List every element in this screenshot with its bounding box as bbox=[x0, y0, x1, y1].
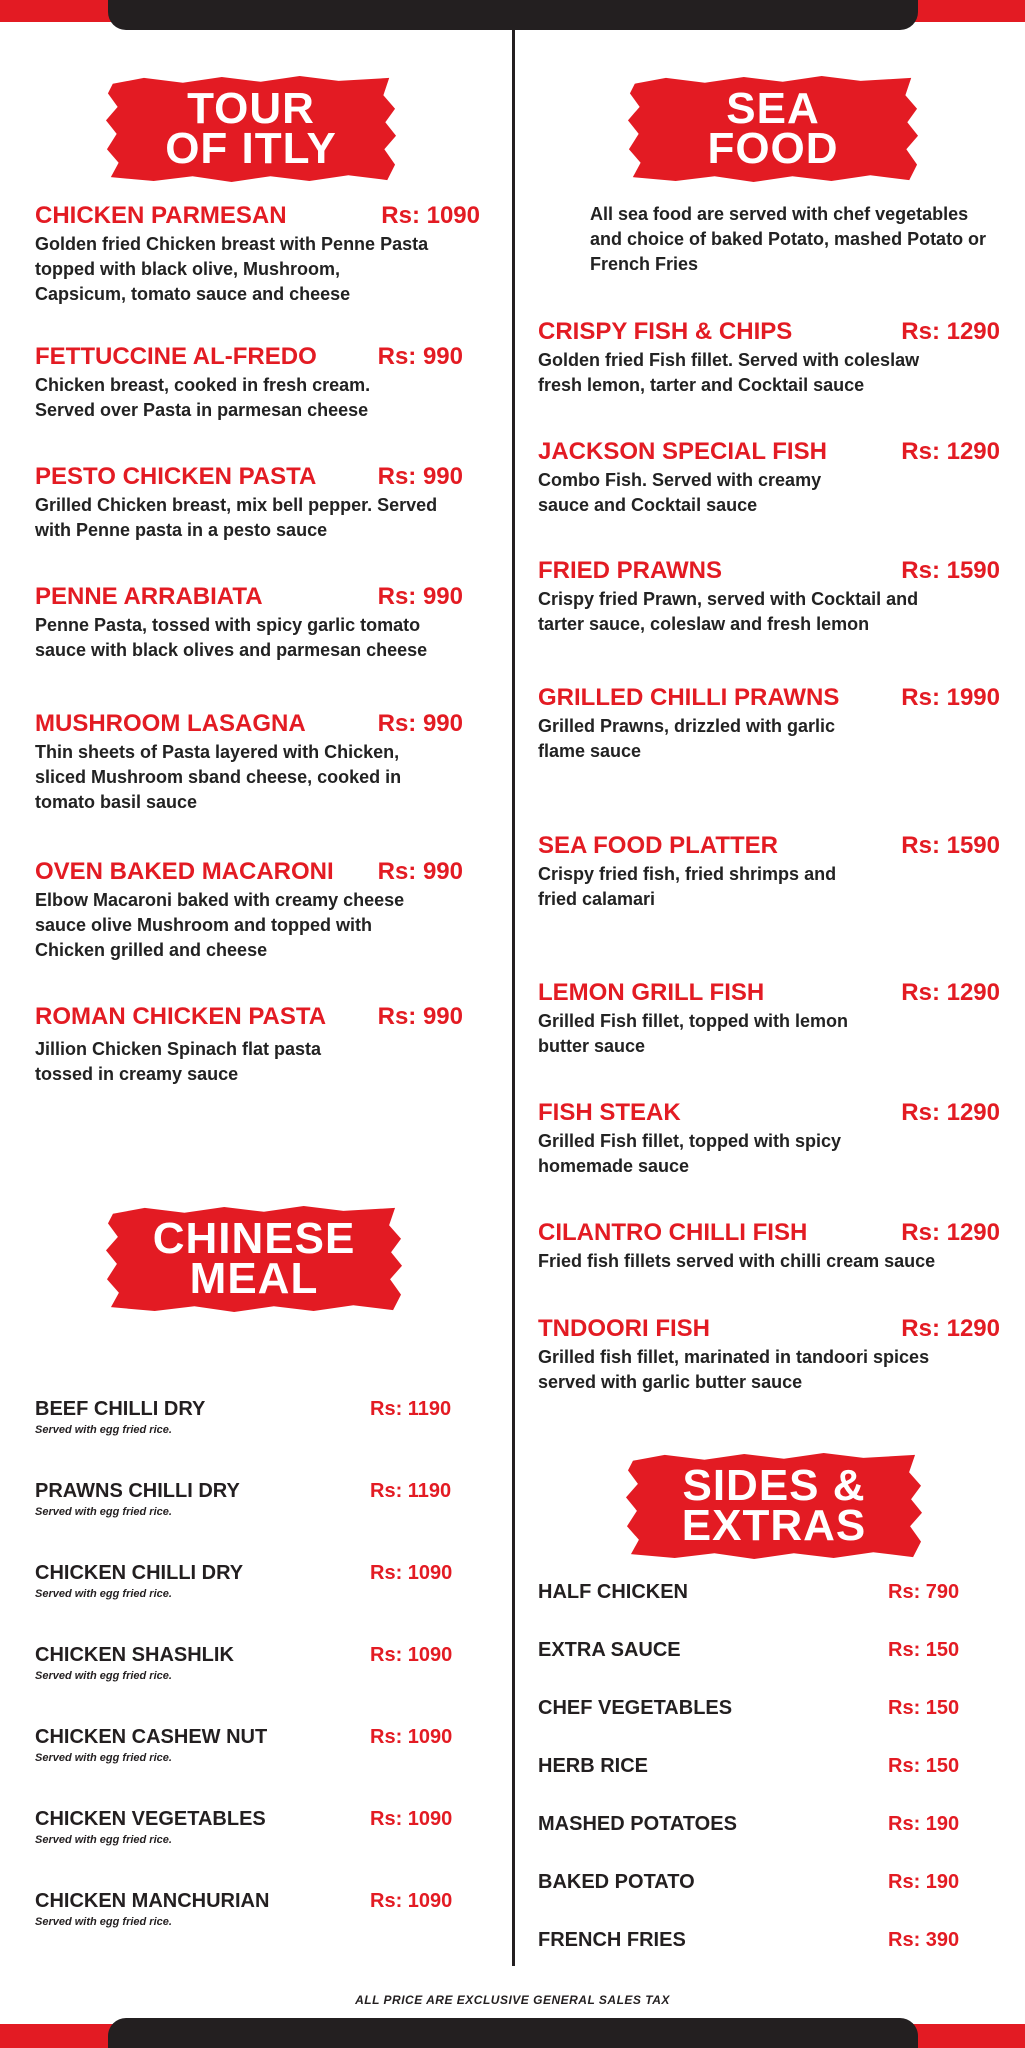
item-note: Served with egg fried rice. bbox=[35, 1506, 172, 1518]
item-name: JACKSON SPECIAL FISH bbox=[538, 438, 827, 465]
chinese-item bbox=[35, 1480, 460, 1518]
menu-item bbox=[538, 832, 1000, 912]
item-name: ROMAN CHICKEN PASTA bbox=[35, 1003, 327, 1030]
sides-item bbox=[538, 1929, 968, 1952]
item-note: Served with egg fried rice. bbox=[35, 1424, 172, 1436]
item-note: Served with egg fried rice. bbox=[35, 1588, 172, 1600]
menu-item bbox=[538, 1315, 1000, 1395]
item-price: Rs: 990 bbox=[377, 858, 463, 885]
item-price: Rs: 1290 bbox=[901, 979, 1000, 1006]
menu-item bbox=[538, 1219, 1000, 1274]
banner-title-line2: FOOD bbox=[707, 124, 839, 173]
item-price: Rs: 150 bbox=[888, 1639, 960, 1661]
item-name: CHICKEN VEGETABLES bbox=[35, 1808, 266, 1830]
item-price: Rs: 190 bbox=[888, 1871, 960, 1893]
banner-title-line1: CHINESE bbox=[152, 1214, 356, 1263]
item-price: Rs: 1290 bbox=[901, 318, 1000, 345]
sides-item bbox=[538, 1871, 968, 1894]
sides-item bbox=[538, 1755, 968, 1778]
item-name: BEEF CHILLI DRY bbox=[35, 1398, 206, 1420]
top-bar bbox=[0, 0, 1025, 22]
banner-chinese-meal bbox=[105, 1206, 403, 1312]
item-price: Rs: 1290 bbox=[901, 1219, 1000, 1246]
item-name: FETTUCCINE AL-FREDO bbox=[35, 343, 317, 370]
item-description: Elbow Macaroni baked with creamy cheese sauce olive Mushroom and topped with Chicken grilled and cheese bbox=[35, 890, 405, 960]
sides-item bbox=[538, 1813, 968, 1836]
banner-title-line1: SEA bbox=[726, 84, 820, 133]
banner-sea-food bbox=[627, 76, 919, 182]
menu-item bbox=[538, 557, 1000, 637]
item-price: Rs: 1190 bbox=[370, 1398, 452, 1420]
item-description: Grilled Fish fillet, topped with lemon butter sauce bbox=[538, 1011, 849, 1056]
menu-item bbox=[538, 684, 1000, 764]
item-description: Chicken breast, cooked in fresh cream. Served over Pasta in parmesan cheese bbox=[35, 375, 371, 420]
bottom-bar bbox=[0, 2024, 1025, 2048]
item-price: Rs: 1290 bbox=[901, 438, 1000, 465]
item-name: BAKED POTATO bbox=[538, 1871, 695, 1893]
chinese-item bbox=[35, 1398, 460, 1436]
item-name: PENNE ARRABIATA bbox=[35, 583, 263, 610]
chinese-item bbox=[35, 1808, 460, 1846]
menu-item bbox=[538, 1099, 1000, 1179]
banner-title-line1: TOUR bbox=[187, 84, 315, 133]
item-description: Golden fried Fish fillet. Served with coleslaw fresh lemon, tarter and Cocktail sauce bbox=[538, 350, 920, 395]
item-price: Rs: 390 bbox=[888, 1929, 960, 1951]
item-description: Crispy fried fish, fried shrimps and fried calamari bbox=[538, 864, 837, 909]
sides-item bbox=[538, 1697, 968, 1720]
item-price: Rs: 990 bbox=[377, 343, 463, 370]
item-price: Rs: 790 bbox=[888, 1581, 960, 1603]
item-name: CHICKEN PARMESAN bbox=[35, 202, 287, 229]
item-note: Served with egg fried rice. bbox=[35, 1916, 172, 1928]
item-price: Rs: 1990 bbox=[901, 684, 1000, 711]
banner-title-line1: SIDES & bbox=[682, 1461, 866, 1510]
menu-item bbox=[35, 583, 463, 663]
item-name: HERB RICE bbox=[538, 1755, 649, 1777]
item-name: CRISPY FISH & CHIPS bbox=[538, 318, 793, 345]
menu-item bbox=[35, 202, 480, 307]
item-name: FRENCH FRIES bbox=[538, 1929, 686, 1951]
tax-footer-note: ALL PRICE ARE EXCLUSIVE GENERAL SALES TAX bbox=[355, 1993, 670, 2007]
item-description: Thin sheets of Pasta layered with Chicken, sliced Mushroom sband cheese, cooked in tomato basil sauce bbox=[35, 742, 402, 812]
menu-item bbox=[35, 710, 463, 815]
banner-sides-extras bbox=[625, 1453, 923, 1559]
chinese-item bbox=[35, 1644, 460, 1682]
sides-item bbox=[538, 1639, 968, 1662]
chinese-item bbox=[35, 1562, 460, 1600]
item-price: Rs: 990 bbox=[377, 710, 463, 737]
item-price: Rs: 1590 bbox=[901, 832, 1000, 859]
item-description: Grilled Chicken breast, mix bell pepper. Served with Penne pasta in a pesto sauce bbox=[35, 495, 438, 540]
item-price: Rs: 150 bbox=[888, 1755, 960, 1777]
item-name: CHICKEN SHASHLIK bbox=[35, 1644, 234, 1666]
item-price: Rs: 1090 bbox=[370, 1890, 453, 1912]
item-name: CHICKEN CHILLI DRY bbox=[35, 1562, 244, 1584]
menu-item bbox=[35, 858, 463, 963]
item-price: Rs: 1090 bbox=[370, 1562, 453, 1584]
sides-item bbox=[538, 1581, 968, 1604]
menu-item bbox=[35, 1003, 463, 1087]
item-price: Rs: 990 bbox=[377, 1003, 463, 1030]
item-description: Jillion Chicken Spinach flat pasta tossed in creamy sauce bbox=[35, 1039, 322, 1084]
item-price: Rs: 1090 bbox=[370, 1726, 453, 1748]
item-name: OVEN BAKED MACARONI bbox=[35, 858, 334, 885]
chinese-item bbox=[35, 1726, 460, 1764]
menu-item bbox=[35, 463, 463, 543]
item-description: Penne Pasta, tossed with spicy garlic tomato sauce with black olives and parmesan cheese bbox=[35, 615, 428, 660]
item-name: GRILLED CHILLI PRAWNS bbox=[538, 684, 840, 711]
item-price: Rs: 1090 bbox=[381, 202, 480, 229]
item-description: Grilled fish fillet, marinated in tandoori spices served with garlic butter sauce bbox=[538, 1347, 930, 1392]
item-name: PESTO CHICKEN PASTA bbox=[35, 463, 317, 490]
item-price: Rs: 150 bbox=[888, 1697, 960, 1719]
item-price: Rs: 990 bbox=[377, 463, 463, 490]
item-price: Rs: 990 bbox=[377, 583, 463, 610]
item-name: FISH STEAK bbox=[538, 1099, 681, 1126]
item-name: CHICKEN MANCHURIAN bbox=[35, 1890, 270, 1912]
top-bar-pill bbox=[108, 0, 918, 30]
item-note: Served with egg fried rice. bbox=[35, 1834, 172, 1846]
menu-item bbox=[538, 979, 1000, 1059]
item-name: MUSHROOM LASAGNA bbox=[35, 710, 306, 737]
item-name: LEMON GRILL FISH bbox=[538, 979, 765, 1006]
item-note: Served with egg fried rice. bbox=[35, 1752, 172, 1764]
menu-item bbox=[538, 438, 1000, 518]
item-name: TNDOORI FISH bbox=[538, 1315, 710, 1342]
item-description: Grilled Fish fillet, topped with spicy homemade sauce bbox=[538, 1131, 842, 1176]
item-name: CILANTRO CHILLI FISH bbox=[538, 1219, 808, 1246]
menu-item bbox=[538, 318, 1000, 398]
item-description: Crispy fried Prawn, served with Cocktail and tarter sauce, coleslaw and fresh lemon bbox=[538, 589, 919, 634]
item-name: FRIED PRAWNS bbox=[538, 557, 723, 584]
column-divider bbox=[512, 28, 515, 1966]
item-name: SEA FOOD PLATTER bbox=[538, 832, 778, 859]
chinese-item bbox=[35, 1890, 460, 1928]
item-price: Rs: 1090 bbox=[370, 1808, 453, 1830]
seafood-intro: All sea food are served with chef vegetables and choice of baked Potato, mashed Potato or French Fries bbox=[590, 204, 987, 274]
banner-tour-of-italy bbox=[105, 76, 397, 182]
item-name: HALF CHICKEN bbox=[538, 1581, 688, 1603]
item-price: Rs: 1190 bbox=[370, 1480, 452, 1502]
bottom-bar-pill bbox=[108, 2018, 918, 2048]
item-price: Rs: 1290 bbox=[901, 1315, 1000, 1342]
item-description: Grilled Prawns, drizzled with garlic flame sauce bbox=[538, 716, 836, 761]
item-description: Combo Fish. Served with creamy sauce and Cocktail sauce bbox=[538, 470, 822, 515]
item-price: Rs: 1290 bbox=[901, 1099, 1000, 1126]
item-description: Golden fried Chicken breast with Penne Pasta topped with black olive, Mushroom, Capsicum, tomato sauce and cheese bbox=[35, 234, 429, 304]
item-name: CHEF VEGETABLES bbox=[538, 1697, 733, 1719]
menu-item bbox=[35, 343, 463, 423]
item-name: CHICKEN CASHEW NUT bbox=[35, 1726, 268, 1748]
item-price: Rs: 1090 bbox=[370, 1644, 453, 1666]
banner-title-line2: MEAL bbox=[189, 1254, 319, 1303]
banner-title-line2: EXTRAS bbox=[681, 1501, 867, 1550]
item-description: Fried fish fillets served with chilli cream sauce bbox=[538, 1251, 936, 1271]
item-name: PRAWNS CHILLI DRY bbox=[35, 1480, 240, 1502]
item-note: Served with egg fried rice. bbox=[35, 1670, 172, 1682]
item-name: MASHED POTATOES bbox=[538, 1813, 737, 1835]
item-price: Rs: 190 bbox=[888, 1813, 960, 1835]
item-price: Rs: 1590 bbox=[901, 557, 1000, 584]
banner-title-line2: OF ITLY bbox=[165, 124, 337, 173]
item-name: EXTRA SAUCE bbox=[538, 1639, 681, 1661]
